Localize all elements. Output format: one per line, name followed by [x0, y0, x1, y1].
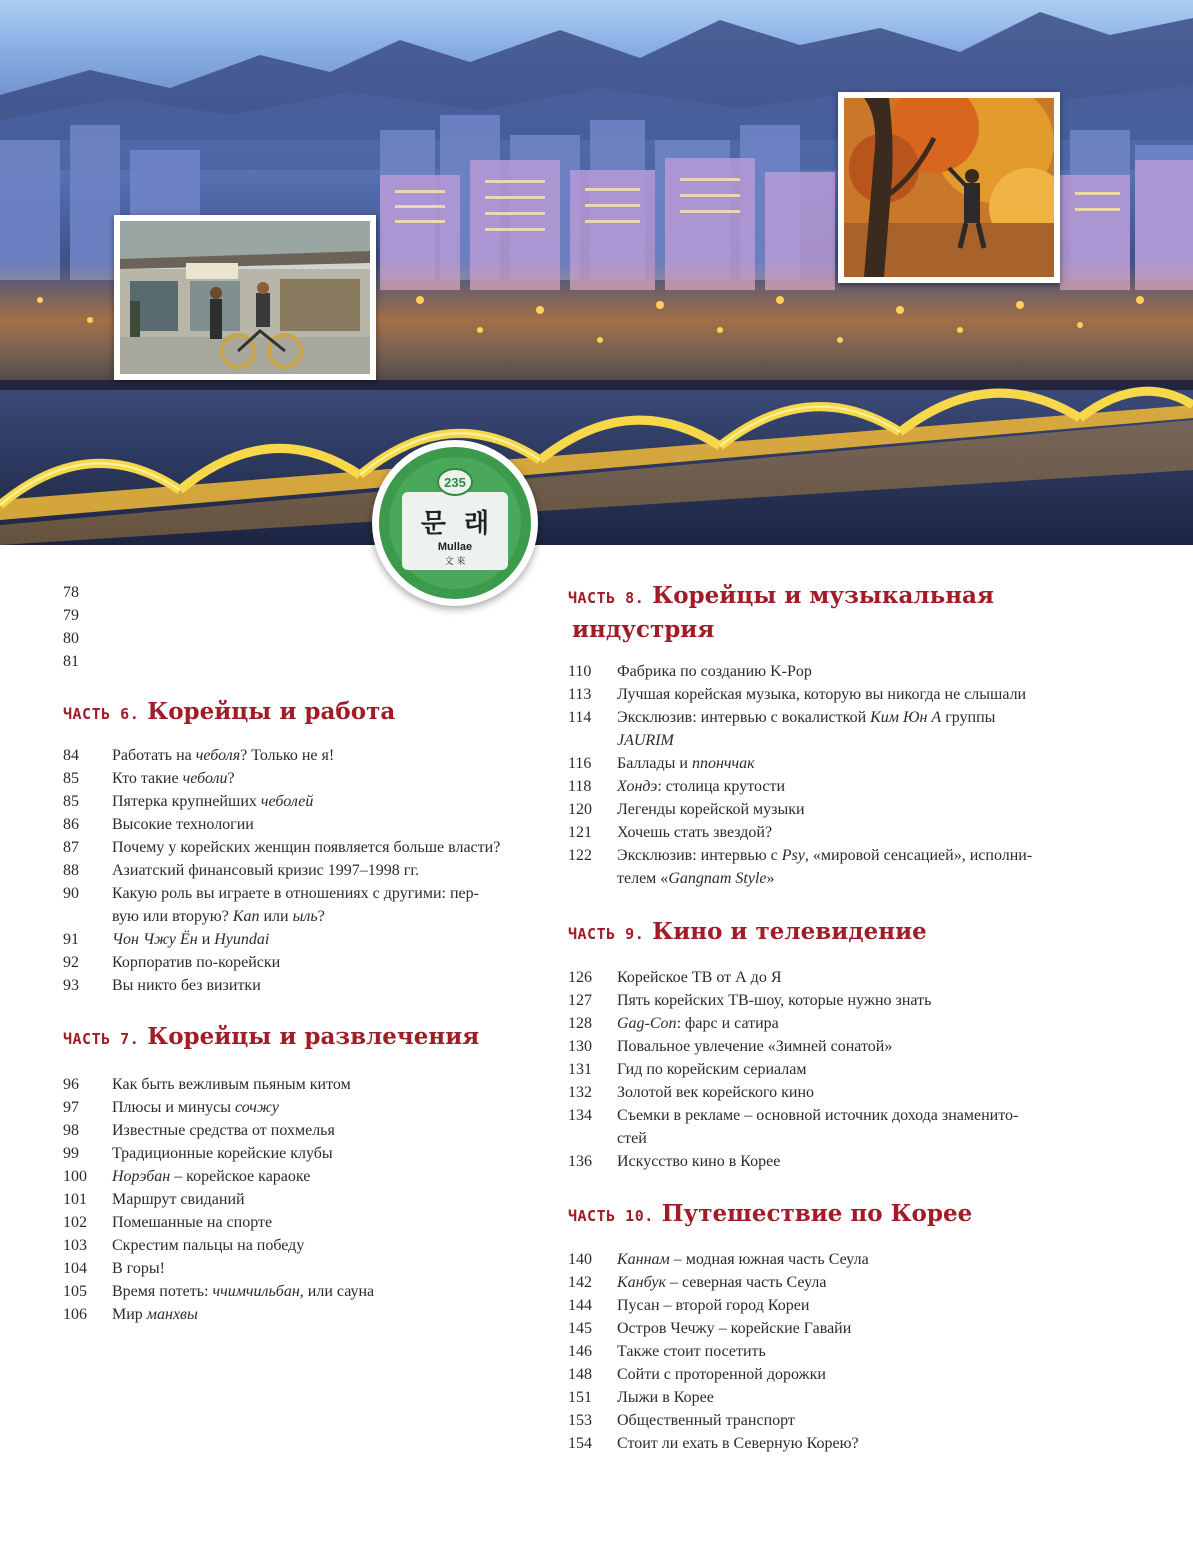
entry-title: Высокие технологии — [112, 816, 254, 833]
toc-entry — [568, 660, 1113, 683]
toc-entry — [63, 1165, 543, 1188]
page-number: 84 — [63, 747, 79, 764]
page-number: 142 — [568, 1274, 592, 1291]
page-number: 114 — [568, 709, 592, 726]
entry-title: Азиатский финансовый кризис 1997–1998 гг. — [112, 862, 420, 879]
entry-title: Традиционные корейские клубы — [112, 1145, 333, 1162]
page-number: 81 — [63, 653, 79, 670]
toc-entry — [63, 1096, 543, 1119]
toc-entry — [63, 1211, 543, 1234]
toc-entry — [568, 1012, 1113, 1035]
entry-title: Легенды корейской музыки — [617, 801, 805, 818]
toc-entry — [568, 1386, 1113, 1409]
entry-title: Скрестим пальцы на победу — [112, 1237, 305, 1254]
entry-title: Искусство кино в Корее — [617, 1153, 781, 1170]
station-number: 235 — [444, 475, 466, 490]
entry-title: Сойти с проторенной дорожки — [617, 1366, 826, 1383]
page-number: 146 — [568, 1343, 592, 1360]
entry-title: Пятерка крупнейших чеболей — [112, 793, 314, 810]
page-number: 110 — [568, 663, 592, 680]
section-title: ЧАСТЬ 10. Путешествие по Корее — [568, 1200, 973, 1227]
toc-entry-list — [63, 581, 543, 673]
entry-title: Повальное увлечение «Зимней сонатой» — [617, 1038, 893, 1055]
toc-entry — [63, 974, 543, 997]
toc-entry — [568, 752, 1113, 775]
entry-title: Время потеть: ччимчильбан, или сауна — [112, 1283, 375, 1300]
entry-title: Маршрут свиданий — [112, 1191, 245, 1208]
toc-entry — [568, 1248, 1113, 1271]
section-title: ЧАСТЬ 7. Корейцы и развлечения — [63, 1023, 480, 1050]
toc-entry — [63, 767, 543, 790]
toc-entry — [63, 744, 543, 767]
toc-part-9 — [568, 916, 1113, 1173]
entry-title: Стоит ли ехать в Северную Корею? — [617, 1435, 859, 1452]
entry-title: Вы никто без визитки — [112, 977, 261, 994]
entry-title: Эксклюзив: интервью с вокалисткой Ким Юн А группы — [617, 709, 996, 726]
toc-entry — [568, 1271, 1113, 1294]
toc-entry-list — [568, 966, 1113, 1173]
entry-title: Золотой век корейского кино — [617, 1084, 815, 1101]
toc-entry-list — [568, 660, 1113, 890]
page-number: 132 — [568, 1084, 592, 1101]
entry-title: вую или вторую? Кап или ыль? — [112, 908, 325, 925]
entry-title: Лыжи в Корее — [617, 1389, 714, 1406]
page-number: 127 — [568, 992, 592, 1009]
section-title: ЧАСТЬ 6. Корейцы и работа — [63, 698, 396, 725]
entry-title: Хочешь стать звездой? — [617, 824, 773, 841]
entry-title: JAURIM — [617, 732, 674, 749]
page-number: 131 — [568, 1061, 592, 1078]
page-number: 97 — [63, 1099, 79, 1116]
page-number: 145 — [568, 1320, 592, 1337]
toc-entry — [568, 1150, 1113, 1173]
page-number: 151 — [568, 1389, 592, 1406]
toc-part-10 — [568, 1198, 1113, 1455]
toc-entry — [63, 928, 543, 951]
entry-title: Пять корейских ТВ-шоу, которые нужно знать — [617, 992, 932, 1009]
entry-title: Остров Чечжу – корейские Гавайи — [617, 1320, 852, 1337]
page-number: 126 — [568, 969, 592, 986]
toc-entry — [568, 1104, 1113, 1127]
entry-title: Кто такие чеболи? — [112, 770, 235, 787]
toc-entry — [568, 1058, 1113, 1081]
toc-part-6 — [63, 696, 543, 997]
entry-title — [112, 604, 543, 627]
toc-entry — [63, 627, 543, 650]
toc-entry — [568, 1432, 1113, 1455]
page-number: 96 — [63, 1076, 79, 1093]
toc-entry — [63, 1142, 543, 1165]
station-hanja-name: 文 來 — [444, 557, 466, 567]
page-number: 130 — [568, 1038, 592, 1055]
toc-entry — [63, 1119, 543, 1142]
toc-entry — [63, 604, 543, 627]
toc-entry — [568, 844, 1113, 867]
entry-title: Мир манхвы — [112, 1306, 198, 1323]
page-number: 85 — [63, 793, 79, 810]
page-number: 87 — [63, 839, 79, 856]
entry-title — [112, 650, 543, 673]
entry-title: Общественный транспорт — [617, 1412, 795, 1429]
toc-entry — [63, 790, 543, 813]
page-number: 148 — [568, 1366, 592, 1383]
hero-cityscape-photo — [0, 0, 1193, 545]
toc-entry — [63, 1257, 543, 1280]
toc-entry — [568, 1294, 1113, 1317]
toc-entry — [63, 813, 543, 836]
page-number: 122 — [568, 847, 592, 864]
toc-entry — [63, 836, 543, 859]
entry-title — [112, 581, 543, 604]
page-number: 113 — [568, 686, 592, 703]
entry-title: Работать на чеболя? Только не я! — [112, 747, 335, 764]
station-latin-name: Mullae — [437, 541, 473, 553]
page-number — [63, 905, 112, 928]
entry-title: стей — [617, 1130, 647, 1147]
entry-title: Хондэ: столица крутости — [617, 778, 786, 795]
page-number: 100 — [63, 1168, 87, 1185]
page-number: 99 — [63, 1145, 79, 1162]
entry-title: Плюсы и минусы сочжу — [112, 1099, 279, 1116]
toc-entry — [568, 1317, 1113, 1340]
entry-title: Съемки в рекламе – основной источник дохода знаменито- — [617, 1107, 1019, 1124]
inset-photo-autumn-hiker — [838, 92, 1060, 283]
page-number: 144 — [568, 1297, 592, 1314]
toc-entry — [63, 859, 543, 882]
page-number: 98 — [63, 1122, 79, 1139]
toc-entry — [568, 798, 1113, 821]
page-number: 118 — [568, 778, 592, 795]
entry-title: Гид по корейским сериалам — [617, 1061, 807, 1078]
toc-entry — [568, 1340, 1113, 1363]
section-title: ЧАСТЬ 9. Кино и телевидение — [568, 918, 927, 945]
entry-title: Норэбан – корейское караоке — [112, 1168, 311, 1185]
page-number — [568, 867, 617, 890]
entry-title: Корейское ТВ от А до Я — [617, 969, 782, 986]
toc-entry — [63, 650, 543, 673]
station-korean-name: 문 래 — [420, 509, 490, 539]
toc-entry — [568, 1127, 1113, 1150]
entry-title: Каннам – модная южная часть Сеула — [617, 1251, 869, 1268]
page-number: 128 — [568, 1015, 592, 1032]
page-number — [568, 1127, 617, 1150]
entry-title: Фабрика по созданию K-Pop — [617, 663, 812, 680]
toc-part-7 — [63, 1021, 543, 1326]
toc-entry — [63, 1188, 543, 1211]
toc-left-intro — [63, 581, 543, 673]
entry-title: Какую роль вы играете в отношениях с другими: пер- — [112, 885, 479, 902]
entry-title: Лучшая корейская музыка, которую вы никогда не слышали — [617, 686, 1027, 703]
toc-entry — [568, 966, 1113, 989]
entry-title: Пусан – второй город Кореи — [617, 1297, 810, 1314]
toc-entry — [568, 683, 1113, 706]
entry-title: Канбук – северная часть Сеула — [617, 1274, 827, 1291]
toc-entry-list — [568, 1248, 1113, 1455]
toc-entry — [568, 1081, 1113, 1104]
page-number: 88 — [63, 862, 79, 879]
entry-title: Также стоит посетить — [617, 1343, 766, 1360]
toc-part-8 — [568, 580, 1113, 890]
page-number: 91 — [63, 931, 79, 948]
entry-title: В горы! — [112, 1260, 165, 1277]
entry-title: Корпоратив по-корейски — [112, 954, 281, 971]
page-number: 92 — [63, 954, 79, 971]
toc-entry — [63, 1303, 543, 1326]
toc-entry — [63, 1234, 543, 1257]
page-number: 103 — [63, 1237, 87, 1254]
inset-photo-shop-street — [114, 215, 376, 380]
page-number: 90 — [63, 885, 79, 902]
toc-entry — [568, 1035, 1113, 1058]
page-number — [568, 729, 617, 752]
entry-title: телем «Gangnam Style» — [617, 870, 775, 887]
toc-entry — [568, 989, 1113, 1012]
section-title: ЧАСТЬ 8. Корейцы и музыкальная индустрия — [568, 582, 994, 643]
toc-entry — [568, 1409, 1113, 1432]
page-number: 134 — [568, 1107, 592, 1124]
page-number: 140 — [568, 1251, 592, 1268]
toc-entry-list — [63, 1073, 543, 1326]
entry-title: Баллады и ппонччак — [617, 755, 755, 772]
toc-entry — [63, 1073, 543, 1096]
toc-entry — [568, 775, 1113, 798]
page-number: 136 — [568, 1153, 592, 1170]
entry-title: Помешанные на спорте — [112, 1214, 273, 1231]
entry-title: Как быть вежливым пьяным китом — [112, 1076, 351, 1093]
toc-entry-list — [63, 744, 543, 997]
page-number: 93 — [63, 977, 79, 994]
toc-entry — [63, 905, 543, 928]
page-number: 116 — [568, 755, 592, 772]
page-number: 106 — [63, 1306, 87, 1323]
toc-entry — [63, 951, 543, 974]
page-number: 154 — [568, 1435, 592, 1452]
entry-title — [112, 627, 543, 650]
toc-entry — [63, 882, 543, 905]
page-number: 105 — [63, 1283, 87, 1300]
toc-entry — [63, 581, 543, 604]
page-number: 153 — [568, 1412, 592, 1429]
toc-entry — [63, 1280, 543, 1303]
toc-entry — [568, 729, 1113, 752]
page-number: 86 — [63, 816, 79, 833]
page-number: 80 — [63, 630, 79, 647]
page-number: 101 — [63, 1191, 87, 1208]
page-number: 85 — [63, 770, 79, 787]
toc-entry — [568, 867, 1113, 890]
entry-title: Известные средства от похмелья — [112, 1122, 335, 1139]
page-number: 78 — [63, 584, 79, 601]
page-number: 104 — [63, 1260, 87, 1277]
entry-title: Чон Чжу Ён и Hyundai — [112, 931, 270, 948]
toc-entry — [568, 821, 1113, 844]
entry-title: Gag-Con: фарс и сатира — [617, 1015, 779, 1032]
page-number: 121 — [568, 824, 592, 841]
entry-title: Почему у корейских женщин появляется больше власти? — [112, 839, 501, 856]
page-number: 102 — [63, 1214, 87, 1231]
entry-title: Эксклюзив: интервью с Psy, «мировой сенсацией», исполни- — [617, 847, 1033, 864]
toc-entry — [568, 1363, 1113, 1386]
toc-entry — [568, 706, 1113, 729]
page-number: 79 — [63, 607, 79, 624]
page-number: 120 — [568, 801, 592, 818]
